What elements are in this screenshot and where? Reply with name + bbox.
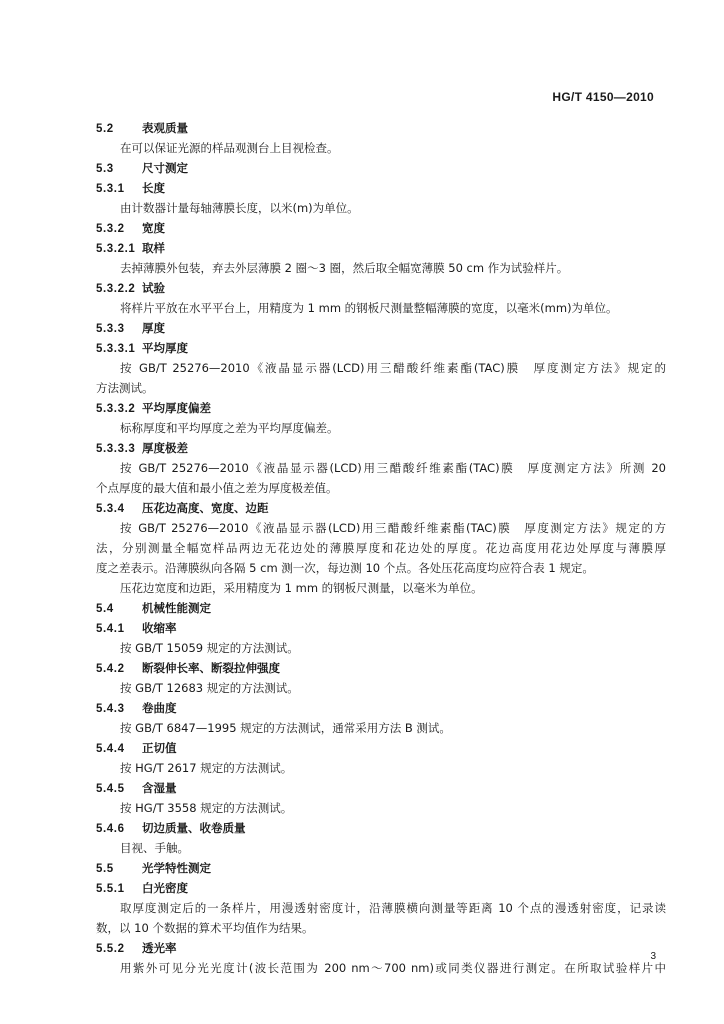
paragraph-line: 法，分别测量全幅宽样品两边无花边处的薄膜厚度和花边处的厚度。花边高度用花边处厚度与薄膜厚 [96, 541, 666, 555]
section-title: 光学特性测定 [142, 861, 211, 875]
section-heading [96, 938, 666, 958]
standard-code: HG/T 4150—2010 [552, 90, 654, 104]
section-number: 5.3.2 [96, 223, 125, 235]
paragraph-line: 按 GB/T 25276—2010《液晶显示器(LCD)用三醋酸纤维素酯(TAC)膜 厚度测定方法》所测 20 [120, 461, 666, 475]
section-heading [96, 698, 666, 718]
section-title: 机械性能测定 [142, 601, 211, 615]
section-title: 平均厚度偏差 [142, 401, 211, 415]
section-heading [96, 498, 666, 518]
section-number: 5.3.4 [96, 503, 125, 515]
section-title: 白光密度 [142, 881, 188, 895]
section-title: 表观质量 [142, 121, 188, 135]
section-title: 宽度 [142, 221, 165, 235]
section-number: 5.4.2 [96, 663, 125, 675]
section-number: 5.4.4 [96, 743, 125, 755]
section-number: 5.5.2 [96, 943, 125, 955]
section-number: 5.4.1 [96, 623, 125, 635]
section-title: 取样 [142, 241, 165, 255]
section-title: 厚度极差 [142, 441, 188, 455]
section-number: 5.3.2.1 [96, 243, 136, 255]
section-number: 5.3.1 [96, 183, 125, 195]
paragraph-line: 按 GB/T 25276—2010《液晶显示器(LCD)用三醋酸纤维素酯(TAC)膜 厚度测定方法》规定的 [120, 361, 666, 375]
section-heading [96, 278, 666, 298]
section-title: 断裂伸长率、断裂拉伸强度 [142, 661, 280, 675]
section-number: 5.5.1 [96, 883, 125, 895]
section-title: 压花边高度、宽度、边距 [142, 501, 269, 515]
paragraph-line: 按 HG/T 2617 规定的方法测试。 [120, 761, 293, 775]
section-heading [96, 878, 666, 898]
paragraph-line: 按 GB/T 25276—2010《液晶显示器(LCD)用三醋酸纤维素酯(TAC)膜 厚度测定方法》规定的方 [120, 521, 666, 535]
section-title: 卷曲度 [142, 701, 177, 715]
document-body [96, 118, 666, 978]
section-heading [96, 618, 666, 638]
paragraph-line: 按 HG/T 3558 规定的方法测试。 [120, 801, 293, 815]
paragraph-line: 用紫外可见分光光度计(波长范围为 200 nm～700 nm)或同类仪器进行测定。在所取试验样片中 [120, 961, 666, 975]
paragraph-line: 数，以 10 个数据的算术平均值作为结果。 [96, 921, 314, 935]
section-title: 试验 [142, 281, 165, 295]
section-number: 5.3.2.2 [96, 283, 136, 295]
section-number: 5.5 [96, 863, 114, 875]
section-title: 尺寸测定 [142, 161, 188, 175]
section-heading [96, 598, 666, 618]
section-number: 5.4.6 [96, 823, 125, 835]
section-title: 透光率 [142, 941, 177, 955]
section-heading [96, 858, 666, 878]
section-heading [96, 118, 666, 138]
paragraph-line: 将样片平放在水平平台上，用精度为 1 mm 的钢板尺测量整幅薄膜的宽度，以毫米(mm)为单位。 [120, 301, 618, 315]
paragraph-line: 按 GB/T 6847—1995 规定的方法测试，通常采用方法 B 测试。 [120, 721, 451, 735]
section-number: 5.4.5 [96, 783, 125, 795]
section-heading [96, 158, 666, 178]
section-title: 切边质量、收卷质量 [142, 821, 246, 835]
paragraph-line: 由计数器计量每轴薄膜长度，以米(m)为单位。 [120, 201, 359, 215]
paragraph-line: 标称厚度和平均厚度之差为平均厚度偏差。 [120, 421, 339, 435]
paragraph-line: 按 GB/T 12683 规定的方法测试。 [120, 681, 299, 695]
section-heading [96, 218, 666, 238]
paragraph-line: 去掉薄膜外包装，弃去外层薄膜 2 圈～3 圈，然后取全幅宽薄膜 50 cm 作为试验样片。 [120, 261, 569, 275]
paragraph-line: 方法测试。 [96, 381, 154, 395]
section-title: 长度 [142, 181, 165, 195]
section-number: 5.2 [96, 123, 114, 135]
paragraph-line: 压花边宽度和边距，采用精度为 1 mm 的钢板尺测量，以毫米为单位。 [120, 581, 483, 595]
section-heading [96, 178, 666, 198]
section-number: 5.4.3 [96, 703, 125, 715]
section-heading [96, 398, 666, 418]
section-title: 收缩率 [142, 621, 177, 635]
section-number: 5.3 [96, 163, 114, 175]
section-title: 正切值 [142, 741, 177, 755]
section-heading [96, 318, 666, 338]
page-number: 3 [650, 951, 656, 962]
section-title: 含湿量 [142, 781, 177, 795]
section-heading [96, 738, 666, 758]
section-number: 5.3.3 [96, 323, 125, 335]
section-number: 5.3.3.3 [96, 443, 136, 455]
section-heading [96, 658, 666, 678]
section-number: 5.3.3.2 [96, 403, 136, 415]
section-heading [96, 238, 666, 258]
paragraph-line: 度之差表示。沿薄膜纵向各隔 5 cm 测一次，每边测 10 个点。各处压花高度均应符合表 1 规定。 [96, 561, 594, 575]
paragraph-line: 取厚度测定后的一条样片，用漫透射密度计，沿薄膜横向测量等距离 10 个点的漫透射密度，记录读 [120, 901, 666, 915]
paragraph-line: 按 GB/T 15059 规定的方法测试。 [120, 641, 299, 655]
section-heading [96, 438, 666, 458]
section-title: 厚度 [142, 321, 165, 335]
paragraph-line: 个点厚度的最大值和最小值之差为厚度极差值。 [96, 481, 338, 495]
section-heading [96, 338, 666, 358]
paragraph-line: 目视、手触。 [120, 841, 189, 855]
section-number: 5.3.3.1 [96, 343, 136, 355]
section-title: 平均厚度 [142, 341, 188, 355]
section-heading [96, 778, 666, 798]
section-heading [96, 818, 666, 838]
section-number: 5.4 [96, 603, 114, 615]
paragraph-line: 在可以保证光源的样品观测台上目视检查。 [120, 141, 339, 155]
